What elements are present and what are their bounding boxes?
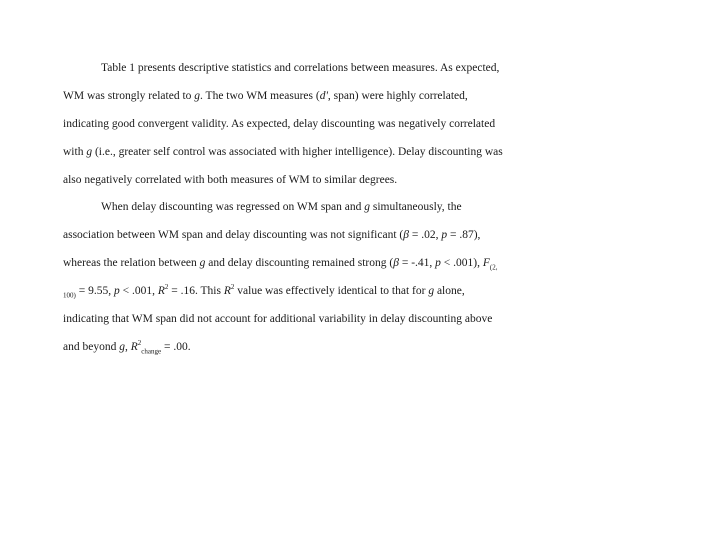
italic-variable: p	[435, 257, 441, 269]
text-fragment: (i.e., greater self control was associated with higher intelligence). Delay discounting was	[92, 146, 503, 158]
text-fragment: also negatively correlated with both measures of WM to similar degrees.	[63, 174, 398, 186]
italic-variable: d'	[319, 90, 328, 102]
superscript: 2	[164, 283, 169, 292]
subscript: (2,	[489, 263, 498, 272]
text-fragment: = -.41,	[398, 257, 436, 269]
text-fragment: < .001,	[119, 285, 158, 297]
text-fragment: = .00.	[161, 341, 191, 353]
italic-variable: g	[194, 90, 201, 102]
text-fragment: . The two WM measures (	[200, 90, 320, 102]
text-fragment: alone,	[434, 285, 465, 297]
text-line	[63, 284, 533, 298]
text-fragment: , span) were highly correlated,	[327, 90, 468, 102]
text-fragment: When delay discounting was regressed on WM span and	[101, 201, 365, 213]
text-fragment: Table 1 presents descriptive statistics and correlations between measures. As expected,	[101, 62, 500, 74]
text-fragment: and beyond	[63, 341, 120, 353]
subscript: 100)	[63, 291, 76, 300]
text-fragment: = 9.55,	[75, 285, 114, 297]
text-fragment: association between WM span and delay discounting was not significant (	[63, 229, 404, 241]
text-line	[63, 173, 533, 187]
italic-variable: g	[86, 146, 93, 158]
text-fragment: WM was strongly related to	[63, 90, 195, 102]
italic-variable: β	[393, 257, 399, 269]
text-fragment: < .001),	[440, 257, 483, 269]
italic-variable: β	[403, 229, 409, 241]
italic-variable: g	[364, 201, 371, 213]
italic-variable: p	[113, 285, 120, 297]
text-fragment: value was effectively identical to that for	[234, 285, 429, 297]
italic-variable: R	[130, 341, 138, 353]
italic-variable: R	[223, 285, 231, 297]
text-fragment: indicating that WM span did not account for additional variability in delay discounting above	[63, 313, 493, 325]
text-fragment: whereas the relation between	[63, 257, 200, 269]
text-fragment: ,	[124, 341, 131, 353]
italic-variable: p	[441, 229, 448, 241]
italic-variable: g	[199, 257, 206, 269]
text-line	[63, 117, 533, 131]
text-fragment: and delay discounting remained strong (	[205, 257, 394, 269]
italic-variable: R	[157, 285, 165, 297]
text-line	[63, 145, 533, 159]
italic-variable: F	[482, 257, 490, 269]
superscript: 2	[137, 339, 142, 348]
text-fragment: = .87),	[447, 229, 481, 241]
italic-variable: g	[119, 341, 125, 353]
text-fragment: simultaneously, the	[370, 201, 462, 213]
text-line	[63, 256, 533, 270]
text-line	[63, 312, 533, 326]
text-fragment: indicating good convergent validity. As expected, delay discounting was negatively correlated	[63, 118, 496, 130]
text-fragment: with	[63, 146, 87, 158]
text-line	[63, 340, 533, 354]
superscript: 2	[230, 283, 235, 292]
text-line	[101, 61, 533, 75]
text-line	[63, 89, 533, 103]
text-line	[101, 200, 533, 214]
text-fragment: = .02,	[408, 229, 442, 241]
text-line	[63, 228, 533, 242]
text-fragment: = .16. This	[168, 285, 224, 297]
subscript: change	[141, 347, 162, 356]
italic-variable: g	[428, 285, 435, 297]
